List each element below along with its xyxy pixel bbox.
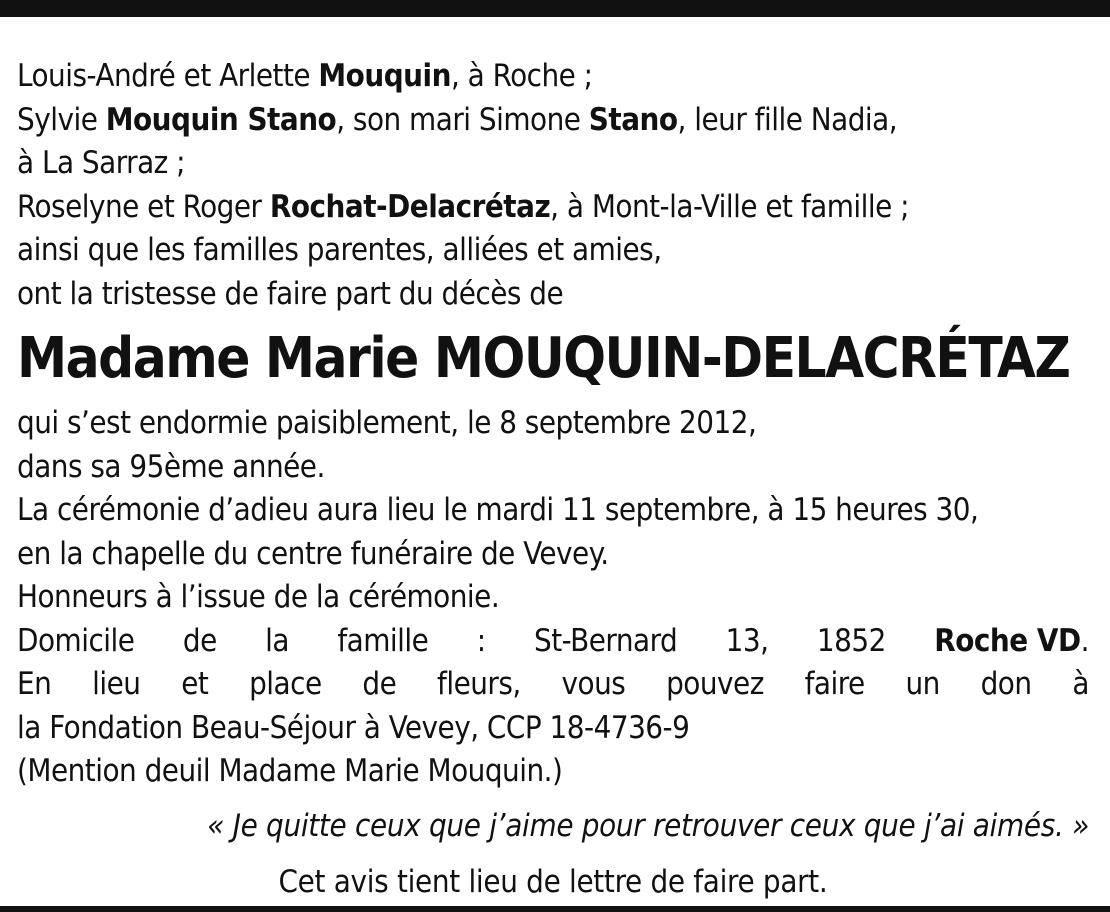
closing-statement: Cet avis tient lieu de lettre de faire part.: [278, 863, 828, 900]
family-line-4-suffix: , à Mont-la-Ville et famille ;: [550, 188, 910, 225]
details-line-3: La cérémonie d’adieu aura lieu le mardi 11 septembre, à 15 heures 30,: [17, 492, 979, 528]
details-line-4: en la chapelle du centre funéraire de Vevey.: [17, 535, 609, 572]
domicile-word: 13,: [725, 622, 769, 659]
donation-word: lieu: [92, 666, 141, 702]
family-line-2-text: Sylvie: [17, 101, 106, 138]
donation-word: vous: [561, 666, 626, 702]
notice-content: [17, 55, 1089, 904]
donation-line-3: (Mention deuil Madame Marie Mouquin.): [17, 753, 563, 789]
family-line-6: ont la tristesse de faire part du décès de: [17, 275, 564, 312]
donation-word: En: [17, 666, 52, 702]
family-line-3: à La Sarraz ;: [17, 145, 186, 181]
donation-word: un: [905, 666, 940, 702]
top-border-rule: [0, 0, 1110, 17]
domicile-line: [17, 620, 1089, 664]
memorial-quote: « Je quitte ceux que j’aime pour retrouver ceux que j’ai aimés. »: [207, 807, 1089, 844]
details-line-2: dans sa 95ème année.: [17, 448, 325, 485]
domicile-place-bold: Roche VD: [934, 622, 1081, 659]
family-line-1-text: Louis-André et Arlette: [17, 58, 319, 94]
domicile-place: [934, 620, 1089, 664]
details-line-5: Honneurs à l’issue de la cérémonie.: [17, 579, 500, 615]
family-name-bold: Mouquin Stano: [105, 101, 337, 138]
family-line-4-text: Roselyne et Roger: [17, 188, 270, 225]
donation-line-1: [17, 663, 1089, 707]
donation-word: don: [980, 666, 1032, 702]
donation-word: pouvez: [666, 666, 764, 702]
deceased-name: Madame Marie MOUQUIN-DELACRÉTAZ: [17, 326, 1070, 391]
domicile-word: Domicile: [17, 622, 135, 659]
family-line-5: ainsi que les familles parentes, alliées et amies,: [17, 232, 662, 268]
family-line-1-suffix: , à Roche ;: [450, 58, 593, 94]
donation-word: faire: [804, 666, 865, 702]
details-line-1: qui s’est endormie paisiblement, le 8 septembre 2012,: [17, 405, 757, 441]
domicile-word: de: [182, 622, 217, 659]
domicile-word: 1852: [816, 622, 886, 659]
domicile-word: la: [265, 622, 289, 659]
domicile-word: St-Bernard: [534, 622, 678, 659]
family-name-bold: Stano: [588, 101, 678, 138]
family-line-2-suffix: , leur fille Nadia,: [677, 101, 898, 138]
donation-word: fleurs,: [437, 666, 521, 702]
domicile-period: .: [1080, 622, 1089, 659]
bottom-border-rule: [0, 906, 1110, 912]
family-line-2-middle: , son mari Simone: [336, 101, 589, 138]
donation-word: place: [249, 666, 322, 702]
donation-word: à: [1072, 666, 1089, 702]
domicile-word: famille: [337, 622, 429, 659]
domicile-word: :: [476, 622, 486, 659]
donation-word: et: [181, 666, 209, 702]
family-line-1: [17, 55, 1089, 99]
donation-word: de: [362, 666, 397, 702]
family-line-4: [17, 186, 1089, 230]
family-name-bold: Rochat-Delacrétaz: [269, 188, 551, 225]
family-line-2: [17, 99, 1089, 143]
donation-line-2: la Fondation Beau-Séjour à Vevey, CCP 18-4736-9: [17, 709, 690, 746]
family-name-bold: Mouquin: [318, 58, 451, 94]
